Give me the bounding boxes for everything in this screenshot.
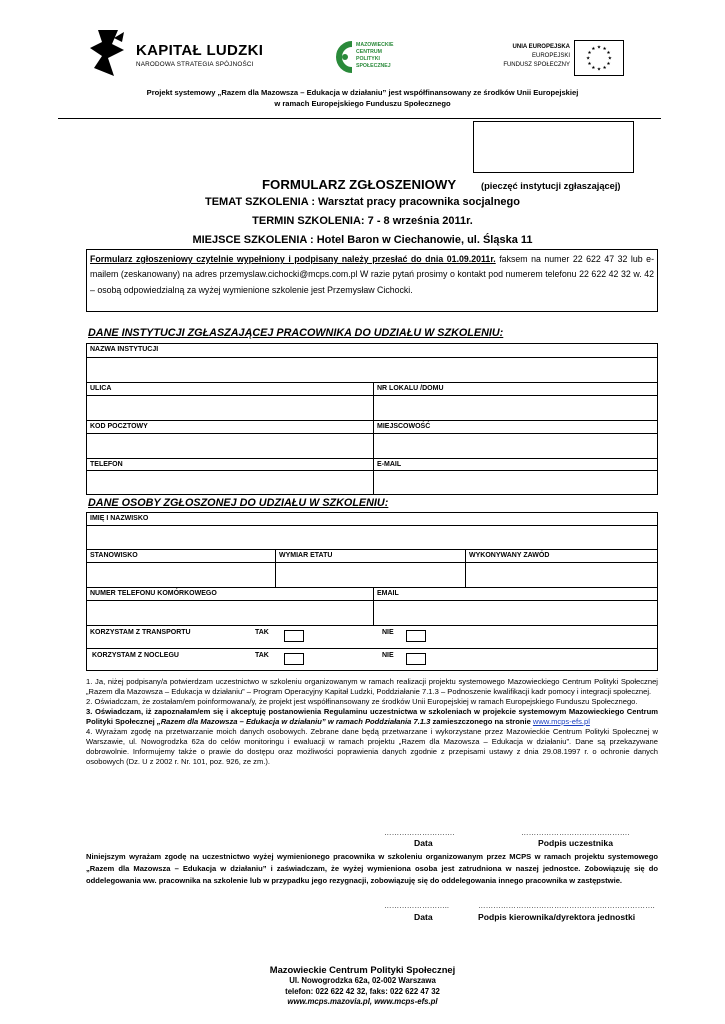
header-divider xyxy=(58,118,661,119)
kapital-ludzki-title: KAPITAŁ LUDZKI xyxy=(136,42,264,59)
city-label: MIEJSCOWOŚĆ xyxy=(377,423,431,430)
svg-text:★: ★ xyxy=(587,50,592,56)
job-divider-2 xyxy=(465,563,466,587)
mcps-line-4: SPOŁECZNEJ xyxy=(356,63,391,69)
footer xyxy=(200,964,525,1008)
date-label-2: Data xyxy=(414,912,433,922)
house-number-label: NR LOKALU /DOMU xyxy=(377,385,444,392)
date-dots-2: …………………….. xyxy=(384,901,449,910)
lodging-label: KORZYSTAM Z NOCLEGU xyxy=(92,652,179,659)
transport-yes-label: TAK xyxy=(255,629,269,636)
footer-org-name: Mazowieckie Centrum Polityki Społecznej xyxy=(269,964,456,975)
declaration-3-part-b: „Razem dla Mazowsza – Edukacja w działaniu” w ramach Poddziałania 7.1.3 xyxy=(156,717,431,726)
manager-signature-label: Podpis kierownika/dyrektora jednostki xyxy=(478,912,636,922)
mcps-line-2: CENTRUM xyxy=(356,49,382,55)
declaration-4: 4. Wyrażam zgodę na przetwarzanie moich danych osobowych. Zebrane dane będą przetwarzane i wykorzystane przez Mazowieckie Centrum Polityki Społecznej w Warszawie, ul. Nowogrodzka 62a do celów monitoringu i ewaluacji w ramach projektu „Razem dla Mazowsza – Edukacja w działaniu”. Dane są przekazywane dobrowolnie. Informujemy także o prawie do dostępu oraz możliwości poprawienia danych zgodnie z przepisami ustawy z dnia 29.08.1997 r. o ochronie danych osobowych (Dz. U z 2002 r. Nr. 101, poz. 926, ze zm.). xyxy=(86,727,658,766)
postal-divider xyxy=(373,434,374,458)
eu-logo xyxy=(500,40,624,76)
project-note xyxy=(60,87,665,109)
svg-text:★: ★ xyxy=(602,65,607,71)
address-input-area xyxy=(87,395,657,420)
mcps-line-3: POLITYKI xyxy=(356,56,380,62)
mcps-logo xyxy=(330,40,410,74)
svg-text:★: ★ xyxy=(602,46,607,52)
mcps-efs-link[interactable]: www.mcps-efs.pl xyxy=(532,717,590,726)
manager-signature-dots: ……………………………………………………………. xyxy=(478,901,655,910)
person-name-label: IMIĘ I NAZWISKO xyxy=(90,515,149,522)
institution-name-label: NAZWA INSTYTUCJI xyxy=(90,346,159,353)
person-section-title: DANE OSOBY ZGŁOSZONEJ DO UDZIAŁU W SZKOLENIU: xyxy=(88,497,389,509)
employer-consent: Niniejszym wyrażam zgodę na uczestnictwo wyżej wymienionego pracownika w szkoleniu organizowanym przez MCPS w ramach projektu systemowego „Razem dla Mazowsza – Edukacja w działaniu” i zaświadczam, że wyżej wymieniona osoba jest zatrudniona w naszej jednostce. Zobowiązuję się do oddelegowania ww. pracownika na szkolenie lub w przypadku jego rezygnacji, zobowiązuję się do oddelegowania innego pracownika w zastępstwie. xyxy=(86,852,658,885)
mcps-line-1: MAZOWIECKIE xyxy=(356,42,394,48)
footer-phone: telefon: 022 622 42 32, faks: 022 622 47 32 xyxy=(285,986,440,996)
person-name-input-area xyxy=(87,525,657,549)
svg-text:★: ★ xyxy=(606,50,611,56)
profession-label: WYKONYWANY ZAWÓD xyxy=(469,552,550,559)
mcps-logo-text xyxy=(356,42,412,70)
fte-label: WYMIAR ETATU xyxy=(279,552,333,559)
lodging-no-label: NIE xyxy=(382,652,394,659)
job-divider-1 xyxy=(275,563,276,587)
participant-signature-label: Podpis uczestnika xyxy=(538,838,613,848)
postal-input-area xyxy=(87,433,657,458)
contact-input-area xyxy=(87,470,657,494)
eu-logo-text xyxy=(503,43,570,70)
stamp-note: (pieczęć instytucji zgłaszającej) xyxy=(481,181,621,191)
footer-address: Ul. Nowogrodzka 62a, 02-002 Warszawa xyxy=(289,976,436,985)
job-input-area xyxy=(87,562,657,587)
institution-email-label: E-MAIL xyxy=(377,461,402,468)
project-note-line-2: w ramach Europejskiego Funduszu Społecznego xyxy=(274,99,451,108)
footer-websites: www.mcps.mazovia.pl, www.mcps-efs.pl xyxy=(287,997,438,1006)
participant-signature-dots: ……………………………………. xyxy=(521,828,630,837)
declaration-1: 1. Ja, niżej podpisany/a potwierdzam uczestnictwo w szkoleniu organizowanym w ramach realizacji projektu systemowego Mazowieckiego Centrum Polityki Społecznej „Razem dla Mazowsza – Edukacja w działaniu” – Program Operacyjny Kapitał Ludzki, Poddziałanie 7.1.3 – Podnoszenie kwalifikacji kadr pomocy i integracji społecznej. xyxy=(86,677,658,696)
person-contact-input-area xyxy=(87,600,657,625)
person-email-label: EMAIL xyxy=(377,590,399,597)
submission-info-box xyxy=(86,249,658,312)
institution-stamp-box xyxy=(473,121,634,173)
institution-name-input-area xyxy=(87,357,657,382)
svg-text:★: ★ xyxy=(591,65,596,71)
kapital-ludzki-emblem-icon xyxy=(88,28,130,78)
phone-label: TELEFON xyxy=(90,461,123,468)
postal-code-label: KOD POCZTOWY xyxy=(90,423,148,430)
training-term: TERMIN SZKOLENIA: 7 - 8 września 2011r. xyxy=(252,215,473,227)
declarations xyxy=(86,677,658,767)
transport-no-checkbox[interactable] xyxy=(406,630,426,642)
lodging-row xyxy=(87,648,657,670)
eu-line-3: FUNDUSZ SPOŁECZNY xyxy=(503,62,570,68)
transport-row xyxy=(87,625,657,648)
svg-text:★: ★ xyxy=(607,56,612,62)
declaration-3 xyxy=(86,707,658,727)
submission-deadline: Formularz zgłoszeniowy czytelnie wypełniony i podpisany należy przesłać do dnia 01.09.2011r. xyxy=(90,254,496,264)
eu-line-2: EUROPEJSKI xyxy=(531,53,570,59)
declaration-3-part-a: 3. Oświadczam, iż zapoznałam/em się i akceptuję postanowienia Regulaminu uczestnictwa w szkoleniach w projekcie systemowym Mazowieckiego Centrum Polityki Społecznej xyxy=(86,707,658,726)
form-title: FORMULARZ ZGŁOSZENIOWY xyxy=(262,177,457,192)
person-form xyxy=(86,512,658,671)
transport-no-label: NIE xyxy=(382,629,394,636)
contact-divider xyxy=(373,471,374,494)
lodging-yes-checkbox[interactable] xyxy=(284,653,304,665)
transport-label: KORZYSTAM Z TRANSPORTU xyxy=(90,629,191,636)
street-label: ULICA xyxy=(90,385,112,392)
declaration-2: 2. Oświadczam, że zostałam/em poinformowana/y, że projekt jest współfinansowany ze środków Unii Europejskiej w ramach Europejskiego Funduszu Społecznego. xyxy=(86,697,638,706)
date-label-1: Data xyxy=(414,838,433,848)
kapital-ludzki-subtitle: NARODOWA STRATEGIA SPÓJNOŚCI xyxy=(136,61,254,68)
svg-text:★: ★ xyxy=(586,56,591,62)
svg-text:★: ★ xyxy=(587,62,592,68)
eu-flag-icon xyxy=(574,40,624,76)
lodging-yes-label: TAK xyxy=(255,652,269,659)
eu-line-1: UNIA EUROPEJSKA xyxy=(512,44,570,50)
submission-details: faksem na numer 22 622 47 32 lub e-mailem (zeskanowany) na adres przemyslaw.cichocki@mcps.com.pl W razie pytań prosimy o kontakt pod numerem telefonu 22 622 42 32 w. 42 – osobą odpowiedzialną za wyżej wymienione szkolenie jest Przemysław Cichocki. xyxy=(90,254,655,295)
training-place: MIEJSCE SZKOLENIA : Hotel Baron w Ciechanowie, ul. Śląska 11 xyxy=(192,234,533,246)
position-label: STANOWISKO xyxy=(90,552,138,559)
institution-section-title: DANE INSTYTUCJI ZGŁASZAJĄCEJ PRACOWNIKA DO UDZIAŁU W SZKOLENIU: xyxy=(88,327,504,339)
mobile-label: NUMER TELEFONU KOMÓRKOWEGO xyxy=(90,590,217,597)
declaration-3-part-c: zamieszczonego na stronie xyxy=(430,717,533,726)
date-dots-1: ………………………. xyxy=(384,828,455,837)
transport-yes-checkbox[interactable] xyxy=(284,630,304,642)
address-divider xyxy=(373,396,374,420)
kapital-ludzki-logo xyxy=(88,28,278,78)
institution-form xyxy=(86,343,658,495)
person-contact-divider xyxy=(373,601,374,625)
svg-text:★: ★ xyxy=(596,67,602,73)
training-topic: TEMAT SZKOLENIA : Warsztat pracy pracownika socjalnego xyxy=(205,196,520,208)
svg-text:★: ★ xyxy=(606,62,611,68)
svg-text:★: ★ xyxy=(591,46,596,52)
lodging-no-checkbox[interactable] xyxy=(406,653,426,665)
project-note-line-1: Projekt systemowy „Razem dla Mazowsza – Edukacja w działaniu” jest współfinansowany ze środków Unii Europejskiej xyxy=(146,88,579,97)
svg-text:★: ★ xyxy=(596,45,602,51)
